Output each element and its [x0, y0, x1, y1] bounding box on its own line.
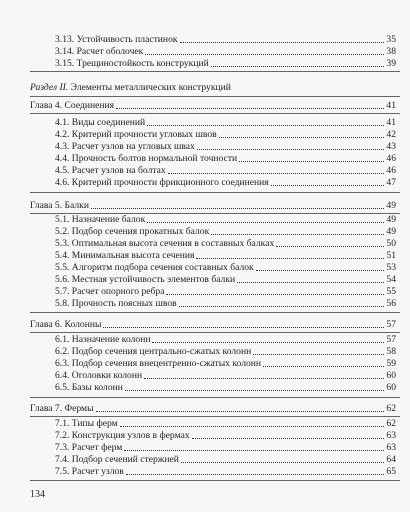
toc-entry-title: 5.8. Прочность поясных швов	[55, 298, 177, 309]
toc-entry-page: 63	[386, 442, 396, 453]
leader-dots	[181, 462, 384, 463]
toc-entry-title: 7.3. Расчет ферм	[55, 442, 123, 453]
toc-entry-page: 35	[386, 34, 396, 45]
leader-dots	[256, 270, 385, 271]
chapter-page: 57	[386, 319, 396, 330]
leader-dots	[145, 54, 384, 55]
toc-entry-page: 47	[386, 177, 396, 188]
toc-entry	[41, 454, 396, 465]
toc-entry-page: 60	[386, 382, 396, 393]
chapter-title: Глава 7. Фермы	[30, 403, 94, 414]
toc-entry	[41, 141, 396, 152]
divider	[30, 192, 400, 193]
toc-entry-title: 5.5. Алгоритм подбора сечения составных балок	[55, 262, 254, 273]
toc-entry	[41, 370, 396, 381]
chapter-heading	[30, 100, 396, 111]
toc-entry	[41, 382, 396, 393]
toc-entry-title: 5.2. Подбор сечения прокатных балок	[55, 226, 210, 237]
toc-entry	[41, 442, 396, 453]
leader-dots	[196, 258, 384, 259]
leader-dots	[91, 208, 384, 209]
leader-dots	[125, 390, 385, 391]
toc-entry-title: 5.3. Оптимальная высота сечения в составных балках	[55, 238, 275, 249]
toc-entry	[41, 46, 396, 57]
leader-dots	[253, 354, 384, 355]
toc-entry-title: 5.7. Расчет опорного ребра	[55, 286, 165, 297]
toc-entry-page: 42	[386, 129, 396, 140]
divider	[30, 480, 400, 481]
toc-entry	[41, 466, 396, 477]
toc-entry	[41, 165, 396, 176]
leader-dots	[239, 161, 384, 162]
toc-entry-page: 46	[386, 153, 396, 164]
leader-dots	[166, 294, 384, 295]
chapter-page: 49	[386, 200, 396, 211]
toc-entry-page: 38	[386, 46, 396, 57]
toc-entry-title: 6.1. Назначение колонн	[55, 334, 151, 345]
toc-entry-page: 51	[386, 250, 396, 261]
toc-entry-page: 62	[386, 418, 396, 429]
leader-dots	[179, 306, 385, 307]
toc-entry-title: 3.13. Устойчивость пластинок	[55, 34, 178, 45]
leader-dots	[237, 282, 384, 283]
toc-entry-page: 63	[386, 430, 396, 441]
leader-dots	[219, 137, 385, 138]
chapter-heading	[30, 200, 396, 211]
leader-dots	[120, 426, 385, 427]
toc-entry	[41, 238, 396, 249]
leader-dots	[192, 438, 385, 439]
leader-dots	[211, 66, 385, 67]
leader-dots	[152, 342, 384, 343]
toc-entry-title: 4.3. Расчет узлов на угловых швах	[55, 141, 195, 152]
leader-dots	[116, 108, 384, 109]
section-title: Элементы металлических конструкций	[68, 82, 231, 93]
leader-dots	[147, 222, 384, 223]
toc-entry-page: 54	[386, 274, 396, 285]
toc-entry-page: 55	[386, 286, 396, 297]
toc-entry	[41, 334, 396, 345]
chapter-title: Глава 6. Колонны	[30, 319, 102, 330]
toc-entry-page: 58	[386, 346, 396, 357]
toc-entry-page: 50	[386, 238, 396, 249]
toc-entry-title: 6.4. Оголовки колонн	[55, 370, 143, 381]
toc-entry-page: 59	[386, 358, 396, 369]
toc-entry-title: 3.15. Трещиностойкость конструкций	[55, 58, 209, 69]
divider	[30, 312, 400, 313]
toc-entry-title: 6.5. Базы колонн	[55, 382, 123, 393]
toc-entry-title: 7.2. Конструкция узлов в фермах	[55, 430, 190, 441]
toc-entry	[41, 214, 396, 225]
leader-dots	[180, 42, 385, 43]
toc-entry-page: 64	[386, 454, 396, 465]
leader-dots	[103, 327, 384, 328]
toc-entry	[41, 34, 396, 45]
toc-entry-title: 5.6. Местная устойчивость элементов балки	[55, 274, 236, 285]
toc-entry-title: 4.6. Критерий прочности фрикционного соединения	[55, 177, 269, 188]
toc-entry-page: 39	[386, 58, 396, 69]
toc-entry-page: 43	[386, 141, 396, 152]
toc-entry-title: 5.4. Минимальная высота сечения	[55, 250, 195, 261]
toc-entry-page: 46	[386, 165, 396, 176]
divider	[30, 416, 400, 417]
divider	[30, 113, 400, 114]
toc-entry	[41, 358, 396, 369]
toc-entry-page: 53	[386, 262, 396, 273]
leader-dots	[197, 149, 385, 150]
leader-dots	[126, 474, 385, 475]
leader-dots	[147, 125, 384, 126]
toc-entry	[41, 58, 396, 69]
toc-entry-title: 7.1. Типы ферм	[55, 418, 118, 429]
toc-entry	[41, 250, 396, 261]
leader-dots	[271, 185, 385, 186]
leader-dots	[263, 366, 384, 367]
section-prefix: Раздел II.	[30, 82, 69, 93]
page-number: 134	[30, 489, 45, 500]
toc-entry-title: 7.5. Расчет узлов	[55, 466, 124, 477]
toc-entry	[41, 177, 396, 188]
section-heading	[30, 82, 231, 93]
toc-entry-page: 49	[386, 214, 396, 225]
toc-entry	[41, 298, 396, 309]
toc-entry	[41, 274, 396, 285]
toc-entry	[41, 226, 396, 237]
toc-entry	[41, 129, 396, 140]
toc-entry-page: 56	[386, 298, 396, 309]
leader-dots	[211, 234, 384, 235]
divider	[30, 332, 400, 333]
chapter-page: 41	[386, 100, 396, 111]
divider	[30, 96, 400, 97]
toc-entry-title: 4.4. Прочность болтов нормальной точности	[55, 153, 238, 164]
chapter-page: 62	[386, 403, 396, 414]
chapter-title: Глава 5. Балки	[30, 200, 89, 211]
toc-entry-page: 60	[386, 370, 396, 381]
leader-dots	[276, 246, 384, 247]
divider	[30, 397, 400, 398]
toc-entry	[41, 430, 396, 441]
toc-entry-page: 65	[386, 466, 396, 477]
toc-entry-title: 5.1. Назначение балок	[55, 214, 146, 225]
chapter-heading	[30, 319, 396, 330]
toc-entry	[41, 346, 396, 357]
toc-entry	[41, 117, 396, 128]
leader-dots	[144, 378, 384, 379]
toc-entry	[41, 286, 396, 297]
toc-entry-page: 41	[386, 117, 396, 128]
toc-entry-page: 57	[386, 334, 396, 345]
leader-dots	[96, 411, 385, 412]
toc-entry-title: 4.2. Критерий прочности угловых швов	[55, 129, 217, 140]
toc-entry	[41, 262, 396, 273]
toc-entry-title: 4.5. Расчет узлов на болтах	[55, 165, 166, 176]
toc-entry-title: 4.1. Виды соединений	[55, 117, 146, 128]
toc-entry	[41, 418, 396, 429]
chapter-title: Глава 4. Соединения	[30, 100, 115, 111]
toc-entry-title: 6.3. Подбор сечения внецентренно-сжатых колонн	[55, 358, 262, 369]
leader-dots	[124, 450, 384, 451]
toc-entry	[41, 153, 396, 164]
toc-entry-page: 49	[386, 226, 396, 237]
toc-entry-title: 6.2. Подбор сечения центрально-сжатых колонн	[55, 346, 252, 357]
chapter-heading	[30, 403, 396, 414]
divider	[30, 71, 400, 72]
toc-entry-title: 3.14. Расчет оболочек	[55, 46, 144, 57]
leader-dots	[168, 173, 385, 174]
toc-entry-title: 7.4. Подбор сечений стержней	[55, 454, 179, 465]
